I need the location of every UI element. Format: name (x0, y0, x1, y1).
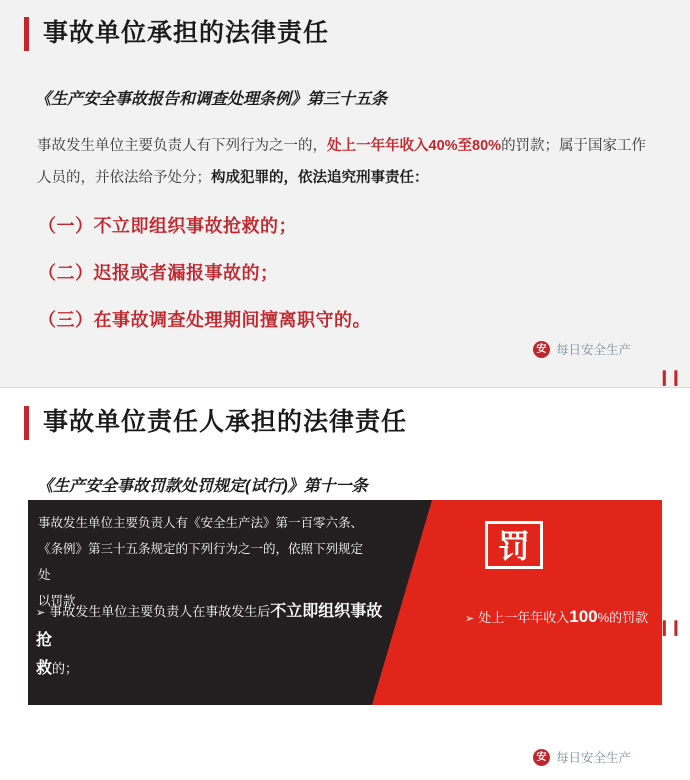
paragraph-bold-tail: 构成犯罪的，依法追究刑事责任： (211, 170, 429, 186)
penalty-amount-prefix: 处上一年年收入 (478, 610, 570, 625)
watermark-label: 每日安全生产 (556, 343, 632, 357)
heading-accent-bar (24, 17, 29, 51)
penalty-amount-bullet (465, 607, 648, 627)
section-one-heading-text: 事故单位承担的法律责任 (43, 19, 330, 48)
section-two-heading-text: 事故单位责任人承担的法律责任 (43, 408, 408, 437)
description-line-2: 《条例》第三十五条规定的下列行为之一的，依照下列规定处 (38, 542, 364, 582)
list-item: （一）不立即组织事故抢救的； (38, 216, 297, 236)
watermark-label: 每日安全生产 (556, 751, 632, 765)
bullet-suffix: 的； (52, 661, 79, 676)
watermark-logo-icon: 安 (533, 341, 550, 358)
list-item: （三）在事故调查处理期间擅离职守的。 (38, 310, 371, 330)
paragraph-part-1: 事故发生单位主要负责人有下列行为之一的， (37, 138, 327, 154)
list-item: （二）迟报或者漏报事故的； (38, 263, 279, 283)
bullet-bold-cont: 救 (36, 660, 53, 677)
section-one-subtitle: 《生产安全事故报告和调查处理条例》第三十五条 (35, 91, 388, 108)
paragraph-red-percent-low: 40% (428, 138, 458, 154)
paragraph-red-1: 处上一年年收入 (327, 138, 429, 154)
penalty-amount-suffix: %的罚款 (597, 610, 649, 625)
arrow-icon: ➢ (465, 613, 475, 625)
heading-accent-bar (24, 406, 29, 440)
section-one-heading (24, 15, 329, 53)
penalty-amount-value: 100 (569, 607, 598, 626)
pagination-marker-icon: ❙❙ (658, 619, 682, 636)
arrow-icon: ➢ (36, 607, 46, 619)
penalty-stamp-icon: 罚 (485, 521, 543, 569)
watermark-badge (533, 748, 631, 766)
section-two-subtitle: 《生产安全事故罚款处罚规定(试行)》第十一条 (37, 478, 368, 495)
watermark-badge (533, 340, 631, 358)
pagination-marker-icon: ❙❙ (658, 369, 682, 386)
paragraph-part-2: 的罚款；属于国家工作人员的，并依法给予处分； (37, 138, 647, 186)
description-line-1: 事故发生单位主要负责人有《安全生产法》第一百零六条、 (38, 516, 364, 530)
section-one-paragraph (37, 130, 647, 194)
bullet-bold: 不立即组织事故抢 (36, 603, 383, 649)
penalty-panel-bullet (36, 598, 386, 683)
paragraph-red-percent-high: 80% (472, 138, 502, 154)
section-one-card (0, 0, 690, 387)
bullet-prefix: 事故发生单位主要负责人在事故发生后 (49, 604, 271, 619)
description-line-3: 以罚款 (38, 594, 76, 608)
watermark-logo-icon: 安 (533, 749, 550, 766)
paragraph-red-2: 至 (457, 138, 473, 154)
section-two-heading (24, 404, 407, 442)
